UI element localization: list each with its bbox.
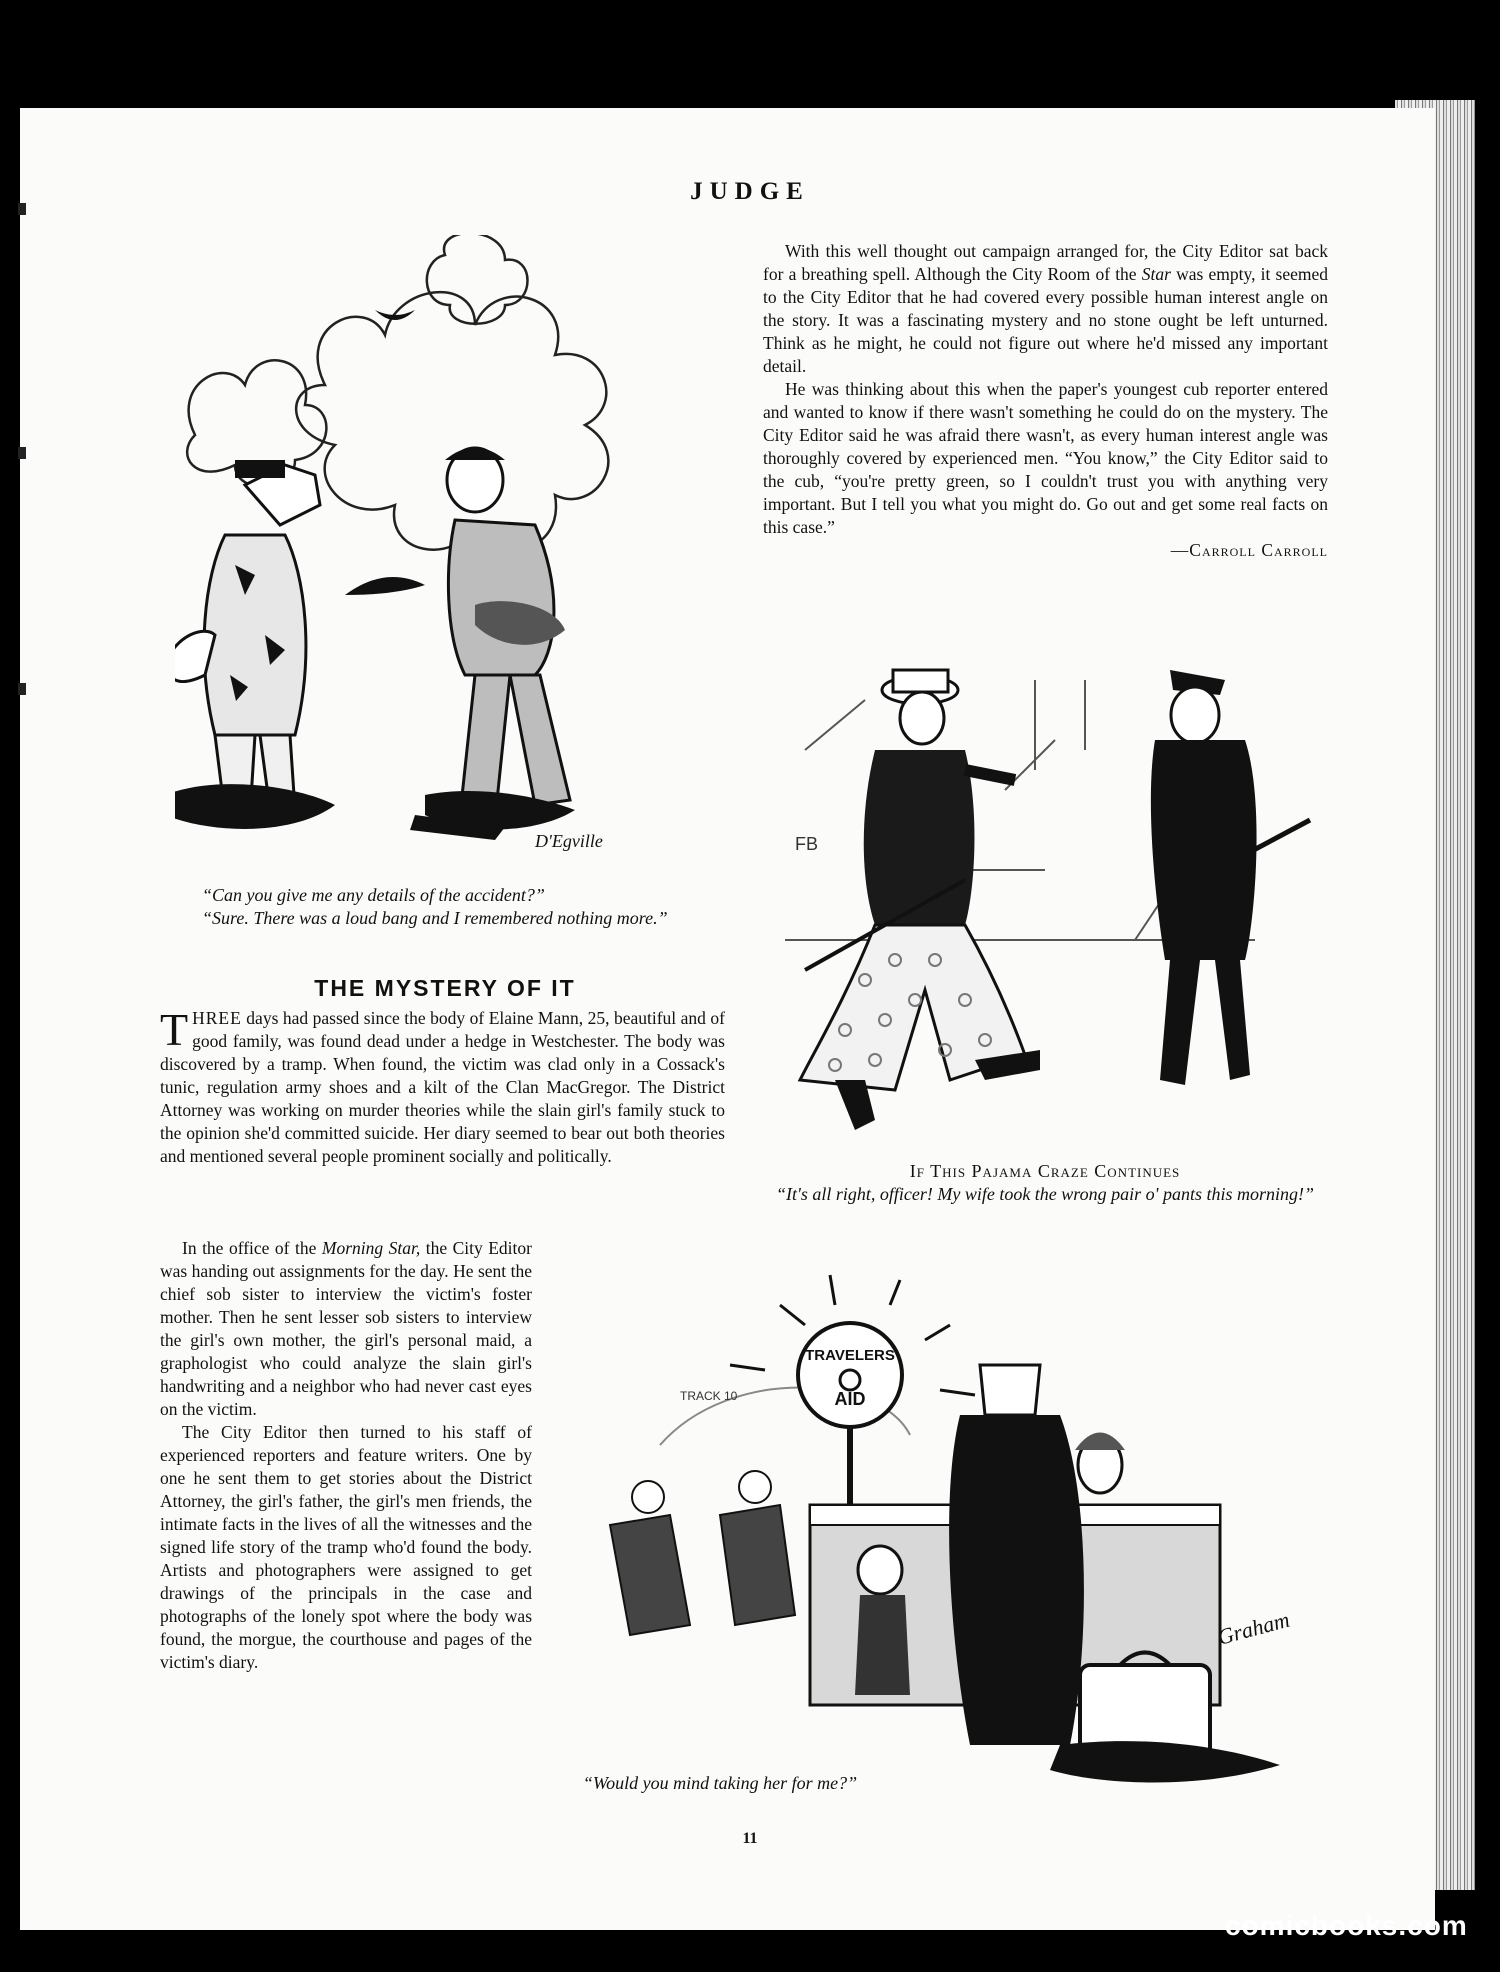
cartoon1-caption — [180, 884, 720, 930]
article-paragraph-1 — [160, 1004, 725, 1168]
cartoon3-signature: Graham — [1214, 1606, 1293, 1650]
cartoon2-headline: If This Pajama Craze Continues — [909, 1161, 1181, 1181]
cartoon-tramp-explosion — [175, 235, 715, 875]
paragraph-1-text: days had passed since the body of Elaine Mann, 25, beautiful and of good family, was found dead under a hedge in Westchester. The body was discovered by a tramp. When found, the victim was clad only in a Cossack's tunic, regulation army shoes and a kilt of the Clan MacGregor. The District Attorney was working on murder theories while the slain girl's family stuck to the opinion she'd committed suicide. Her diary seemed to bear out both theories and mentioned several people prominent socially and politically. — [160, 1008, 725, 1166]
binding-mark — [18, 203, 26, 215]
article-column-right — [763, 240, 1328, 562]
cartoon3-caption: “Would you mind taking her for me?” — [582, 1773, 858, 1793]
paragraph-2-after: the City Editor was handing out assignments for the day. He sent the chief sob sister to interview the victim's foster mother. Then he sent lesser sob sisters to interview the girl's own mother, the girl's personal maid, a graphologist who could analyze the slain girl's handwriting and a neighbor who had never cast eyes on the victim. — [160, 1238, 532, 1419]
article-paragraph-2 — [160, 1237, 532, 1421]
article-column-left — [160, 1004, 725, 1168]
paragraph-4-italic: Star — [1141, 264, 1171, 284]
drop-cap: T — [160, 1004, 189, 1055]
paragraph-4-before: With this well thought out campaign arranged for, the City Editor sat back for a breathing spell. Although the City Room of the — [763, 241, 1328, 284]
masthead: JUDGE — [690, 178, 810, 205]
article-column-left-narrow — [160, 1237, 532, 1674]
cartoon1-caption-line2: “Sure. There was a loud bang and I remembered nothing more.” — [202, 908, 668, 928]
travelers-leaving — [610, 1471, 795, 1635]
sign-bottom-text: AID — [834, 1389, 866, 1409]
article-paragraph-4 — [763, 240, 1328, 378]
cartoon1-signature: D'Egville — [535, 831, 603, 851]
window-mark: FB — [795, 834, 819, 854]
lead-smallcaps: HREE — [192, 1008, 242, 1028]
paragraph-2-italic: Morning Star, — [321, 1238, 421, 1258]
sign-top-text: TRAVELERS — [805, 1347, 895, 1364]
watermark: comicbooks.com — [1225, 1910, 1468, 1941]
child-figure — [855, 1546, 910, 1695]
tramp-figure — [175, 460, 320, 815]
cartoon1-caption-line1: “Can you give me any details of the accident?” — [202, 885, 545, 905]
policeman-figure — [1151, 670, 1310, 1085]
article-paragraph-3: The City Editor then turned to his staff of experienced reporters and feature writers. One by one he sent them to get stories about the District Attorney, the girl's father, the girl's men friends, the intimate facts in the lives of all the witnesses and the signed life story of the tramp who'd found the body. Artists and photographers were assigned to get drawings of the principals in the case and photographs of the lonely spot where the body was found, the morgue, the courthouse and pages of the victim's diary. — [160, 1422, 532, 1672]
man-in-pajama-pants — [800, 670, 1040, 1130]
track-sign: TRACK 10 — [680, 1389, 738, 1403]
article-title: THE MYSTERY OF IT — [314, 975, 576, 1001]
cartoon2-caption: “It's all right, officer! My wife took the wrong pair o' pants this morning!” — [775, 1184, 1315, 1204]
page-number: 11 — [742, 1830, 758, 1847]
cartoon-pajama-craze — [775, 660, 1315, 1160]
man-at-booth — [949, 1365, 1084, 1745]
article-paragraph-5: He was thinking about this when the paper's youngest cub reporter entered and wanted to know if there wasn't something he could do on the mystery. The City Editor said he was afraid there wasn't, as every human interest angle was thoroughly covered by experienced men. “You know,” the City Editor said to the cub, “you're pretty green, so I couldn't trust you with anything very important. But I tell you what you might do. Go out and get some real facts on this case.” — [763, 379, 1328, 537]
byline: —Carroll Carroll — [1170, 540, 1328, 560]
travelers-aid-sign — [798, 1323, 902, 1505]
paragraph-2-before: In the office of the — [182, 1238, 322, 1258]
cartoon-travelers-aid — [580, 1265, 1340, 1795]
paragraph-4-after: was empty, it seemed to the City Editor that he had covered every possible human interest angle on the story. It was a fascinating mystery and no stone ought be left unturned. Think as he might, he could not figure out where he'd missed any important detail. — [763, 264, 1328, 376]
binding-mark — [18, 683, 26, 695]
reporter-figure — [410, 448, 570, 841]
cartoon2-caption-block — [770, 1160, 1320, 1206]
binding-mark — [18, 447, 26, 459]
